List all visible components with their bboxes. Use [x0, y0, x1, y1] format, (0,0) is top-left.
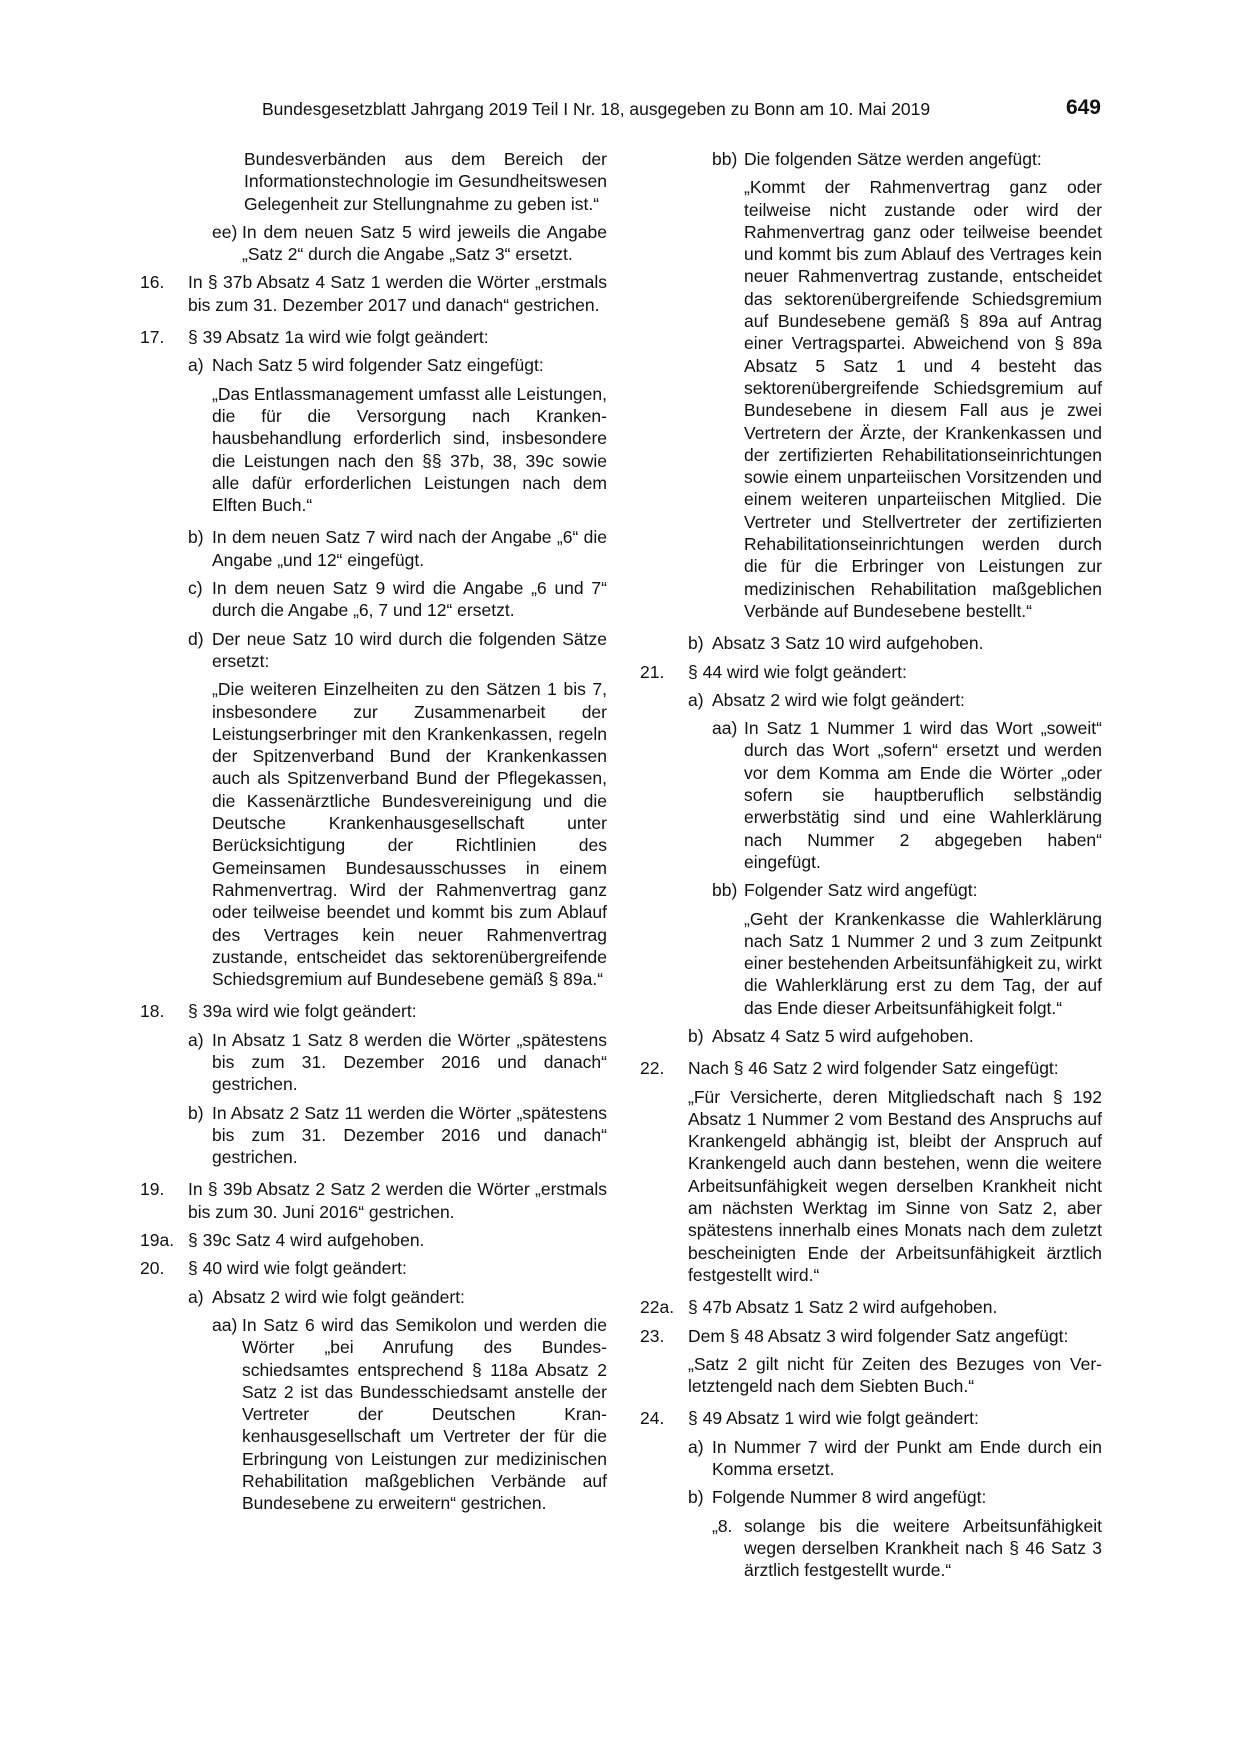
- item-24b-8: [712, 1515, 1102, 1582]
- item-label: b): [188, 527, 204, 548]
- item-label: aa): [212, 1314, 238, 1335]
- item-20aa: [212, 1314, 607, 1515]
- item-text: Dem § 48 Absatz 3 wird folgender Satz angefügt:: [688, 1325, 1069, 1346]
- item-label: b): [688, 1025, 704, 1046]
- item-text: In Nummer 7 wird der Punkt am Ende durch ein Komma ersetzt.: [712, 1436, 1102, 1480]
- item-label: a): [688, 689, 704, 710]
- item-text: In dem neuen Satz 9 wird die Angabe „6 und 7“ durch die Angabe „6, 7 und 12“ ersetzt.: [212, 578, 607, 621]
- item-text: Der neue Satz 10 wird durch die folgenden Sätze ersetzt:: [212, 628, 607, 671]
- item-18b: [188, 1102, 607, 1169]
- item-18: [140, 1000, 607, 1022]
- item-text: Absatz 4 Satz 5 wird aufgehoben.: [712, 1025, 974, 1046]
- item-17: [140, 326, 607, 348]
- continued-text: Bundesverbänden aus dem Bereich der Informationstechnologie im Gesundheitswesen Gelegenheit zur Stellungnahme zu geben ist.“: [244, 149, 607, 214]
- item-text: In dem neuen Satz 5 wird jeweils die Angabe „Satz 2“ durch die Angabe „Satz 3“ ersetzt.: [242, 221, 607, 265]
- item-label: a): [188, 355, 204, 376]
- item-17d: [188, 628, 607, 673]
- item-number: 16.: [140, 272, 165, 293]
- item-text: § 47b Absatz 1 Satz 2 wird aufgehoben.: [688, 1297, 998, 1318]
- page-number: 649: [1065, 96, 1101, 119]
- item-text: § 40 wird wie folgt geändert:: [188, 1258, 407, 1279]
- quoted-text: „Satz 2 gilt nicht für Zeiten des Bezuges von Verletztengeld nach dem Siebten Buch.“: [688, 1353, 1102, 1397]
- item-17b: [188, 526, 607, 571]
- item-ee: [212, 221, 607, 266]
- item-text: solange bis die weitere Arbeitsunfähigkeit wegen derselben Krankheit nach § 46 Satz 3 ärztlich festgestellt wurde.“: [744, 1515, 1102, 1581]
- item-text: Absatz 3 Satz 10 wird aufgehoben.: [712, 633, 984, 654]
- item-number: 20.: [140, 1258, 165, 1279]
- item-number: 18.: [140, 1001, 165, 1022]
- item-text: In § 39b Absatz 2 Satz 2 werden die Wörter „erstmals bis zum 30. Juni 2016“ gestrichen.: [188, 1179, 607, 1222]
- item-number: 17.: [140, 327, 165, 348]
- item-label: a): [188, 1029, 204, 1050]
- item-21bb: [712, 879, 1102, 901]
- item-21: [640, 661, 1102, 683]
- item-label: b): [188, 1102, 204, 1123]
- item-label: aa): [712, 718, 738, 739]
- item-21aa: [712, 717, 1102, 873]
- item-text: Absatz 2 wird wie folgt geändert:: [712, 689, 965, 710]
- item-23: [640, 1325, 1102, 1347]
- item-20: [140, 1257, 607, 1279]
- right-column: [640, 148, 1102, 1588]
- item-22a: [640, 1296, 1102, 1318]
- item-text: In Absatz 2 Satz 11 werden die Wörter „spätestens bis zum 31. Dezember 2016 und danach“ gestrichen.: [212, 1102, 607, 1168]
- item-number: 22a.: [640, 1297, 675, 1318]
- item-text: Nach § 46 Satz 2 wird folgender Satz eingefügt:: [688, 1058, 1059, 1079]
- item-16: [140, 271, 607, 316]
- quoted-text: „Die weiteren Einzelheiten zu den Sätzen 1 bis 7, insbesondere zur Zusammenarbeit der Leistungserbringer mit den Krankenkassen, regeln der Spitzenverband Bund der Krankenkassen auch als Spitzenverband Bund der Pflegekassen, die Kassenärztliche Bundesvereinigung und die Deutsche Krankenhausgesellschaft unter Berücksichtigung der Richtlinien des Gemeinsamen Bundesausschusses in einem Rahmenvertrag. Wird der Rahmenvertrag ganz oder teilweise beendet und kommt bis zum Ablauf des Vertrages kein neuer Rahmenvertrag zustande, entscheidet das sektorenübergreifende Schiedsgremium auf Bundesebene gemäß § 89a.“: [212, 679, 607, 990]
- item-17c: [188, 577, 607, 622]
- item-text: § 49 Absatz 1 wird wie folgt geändert:: [688, 1408, 979, 1429]
- item-21a: [688, 689, 1102, 711]
- running-header: Bundesgesetzblatt Jahrgang 2019 Teil I Nr. 18, ausgegeben zu Bonn am 10. Mai 2019: [262, 99, 931, 119]
- item-number: 19a.: [140, 1230, 175, 1251]
- item-21b: [688, 1025, 1102, 1047]
- item-24: [640, 1407, 1102, 1429]
- item-text: Nach Satz 5 wird folgender Satz eingefügt:: [212, 355, 544, 376]
- quoted-text: „Das Entlassmanagement umfasst alle Leistungen, die für die Versorgung nach Krankenhausbehandlung erforderlich sind, insbesondere die Leistungen nach den §§ 37b, 38, 39c sowie alle dafür erforderlichen Leistungen nach dem Elften Buch.“: [212, 383, 607, 516]
- quoted-text: „Kommt der Rahmenvertrag ganz oder teilweise nicht zustande oder wird der Rahmenvertrag ganz oder teilweise beendet und kommt bis zum Ablauf des Vertrages kein neuer Rahmenvertrag zustande, entscheidet das sektorenübergreifende Schiedsgremium auf Bundesebene gemäß § 89a auf Antrag einer Vertragspartei. Abweichend von § 89a Absatz 5 Satz 1 und 4 besteht das sektorenübergreifende Schiedsgremium auf Bundesebene in diesem Fall aus je zwei Vertretern der Ärzte, der Krankenkassen und der zertifizierten Rehabilitationseinrichtungen sowie einem unparteiischen Vorsitzenden und einem weiteren unparteiischen Mitglied. Die Vertreter und Stellvertreter der zertifizierten Rehabilitationseinrichtungen werden durch die für die Erbringer von Leistungen zur medizinischen Rehabilitation maßgeblichen Verbände auf Bundesebene bestellt.“: [744, 177, 1102, 621]
- item-text: Folgende Nummer 8 wird angefügt:: [712, 1487, 987, 1508]
- item-19: [140, 1178, 607, 1223]
- item-text: § 39 Absatz 1a wird wie folgt geändert:: [188, 327, 489, 348]
- quoted-text: „Für Versicherte, deren Mitgliedschaft nach § 192 Absatz 1 Nummer 2 vom Bestand des Anspruchs auf Krankengeld abhängig ist, bleibt der Anspruch auf Krankengeld auch dann bestehen, wenn die weitere Arbeitsunfähigkeit wegen derselben Krankheit nicht am nächsten Werktag im Sinne von Satz 2, aber spätestens innerhalb eines Monats nach dem zuletzt bescheinigten Ende der Arbeitsunfähigkeit ärztlich festgestellt wird.“: [688, 1086, 1102, 1285]
- item-label: bb): [712, 880, 738, 901]
- item-number: 22.: [640, 1058, 665, 1079]
- item-24b: [688, 1486, 1102, 1508]
- item-text: Folgender Satz wird angefügt:: [744, 880, 978, 901]
- item-number: 21.: [640, 661, 665, 682]
- item-20b: [688, 632, 1102, 654]
- item-text: § 39c Satz 4 wird aufgehoben.: [188, 1230, 425, 1251]
- item-text: Die folgenden Sätze werden angefügt:: [744, 149, 1042, 169]
- item-label: ee): [212, 221, 238, 242]
- item-label: a): [188, 1286, 204, 1307]
- item-text: § 39a wird wie folgt geändert:: [188, 1001, 417, 1022]
- item-label: b): [688, 1487, 704, 1508]
- item-18a: [188, 1029, 607, 1096]
- quoted-text: „Geht der Krankenkasse die Wahlerklärung nach Satz 1 Nummer 2 und 3 zum Zeitpunkt einer bestehenden Arbeitsunfähigkeit zu, wirkt die Wahlerklärung erst zu dem Tag, der auf das Ende dieser Arbeitsunfähigkeit folgt.“: [744, 908, 1102, 1018]
- item-label: a): [688, 1436, 704, 1457]
- item-19a: [140, 1229, 607, 1251]
- item-text: § 44 wird wie folgt geändert:: [688, 661, 907, 682]
- item-text: In Absatz 1 Satz 8 werden die Wörter „spätestens bis zum 31. Dezember 2016 und danach“ gestrichen.: [212, 1029, 607, 1095]
- item-17a: [188, 354, 607, 376]
- item-number: 24.: [640, 1408, 665, 1429]
- item-label: d): [188, 628, 204, 649]
- item-text: In § 37b Absatz 4 Satz 1 werden die Wörter „erstmals bis zum 31. Dezember 2017 und danach“ gestrichen.: [188, 272, 607, 315]
- item-text: In dem neuen Satz 7 wird nach der Angabe „6“ die Angabe „und 12“ eingefügt.: [212, 527, 607, 570]
- item-20a: [188, 1286, 607, 1308]
- item-text: Absatz 2 wird wie folgt geändert:: [212, 1286, 465, 1307]
- item-22: [640, 1057, 1102, 1079]
- left-column: [140, 148, 607, 1521]
- item-24a: [688, 1436, 1102, 1481]
- item-label: c): [188, 578, 203, 599]
- item-label: „8.: [712, 1515, 733, 1536]
- item-number: 23.: [640, 1325, 665, 1346]
- item-bb: [712, 148, 1102, 170]
- item-number: 19.: [140, 1179, 165, 1200]
- item-text: In Satz 6 wird das Semikolon und werden die Wörter „bei Anrufung des Bundesschiedsamtes entsprechend § 118a Absatz 2 Satz 2 ist das Bundesschiedsamt anstelle der Vertreter der Deutschen Krankenhausgesellschaft um Vertreter der für die Erbringung von Leistungen zur medizinischen Rehabilitation maßgeblichen Verbände auf Bundesebene zu erweitern“ gestrichen.: [242, 1314, 607, 1514]
- item-label: b): [688, 633, 704, 654]
- item-label: bb): [712, 149, 738, 169]
- item-text: In Satz 1 Nummer 1 wird das Wort „soweit“ durch das Wort „sofern“ ersetzt und werden vor dem Komma am Ende die Wörter „oder sofern sie hauptberuflich selbständig erwerbstätig sind und eine Wahlerklärung nach Nummer 2 abgegeben haben“ eingefügt.: [744, 718, 1102, 872]
